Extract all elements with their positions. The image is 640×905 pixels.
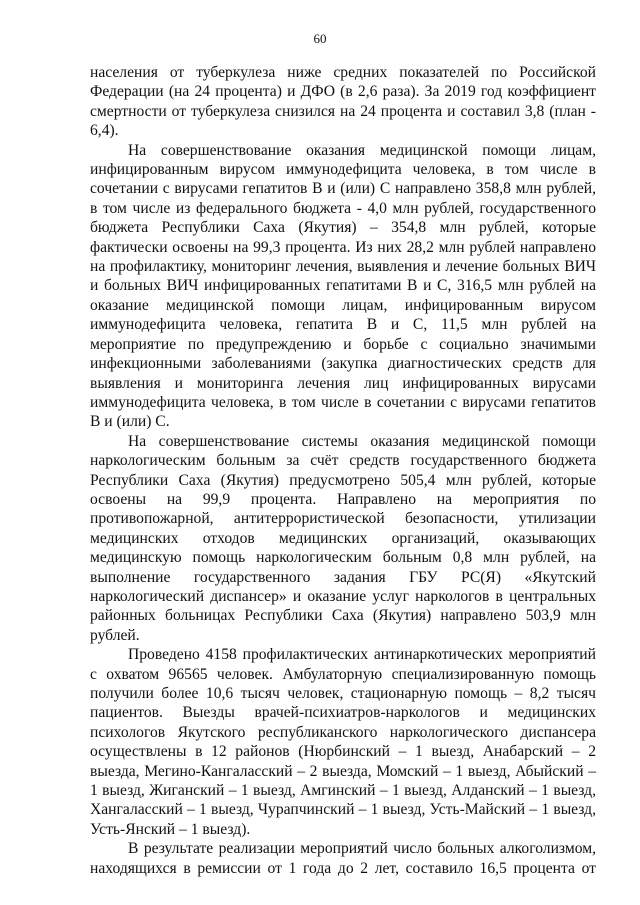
paragraph-4: Проведено 4158 профилактических антинаркотических мероприятий с охватом 96565 человек. Амбулаторную специализированную помощь получили более 10,6 тысяч человек, стационарную помощь – 8,2 тысяч пациентов. Выезды врачей-психиатров-наркологов и медицинских психологов Якутского республиканского наркологического диспансера осуществлены в 12 районов (Нюрбинский – 1 выезд, Анабарский – 2 выезда, Мегино-Кангаласский – 2 выезда, Момский – 1 выезд, Абыйский – 1 выезд, Жиганский – 1 выезд, Амгинский – 1 выезд, Алданский – 1 выезд, Хангаласский – 1 выезд, Чурапчинский – 1 выезд, Усть-Майский – 1 выезд, Усть-Янский – 1 выезд). [90,646,596,838]
paragraph-1: населения от туберкулеза ниже средних показателей по Российской Федерации (на 24 процента) и ДФО (в 2,6 раза). За 2019 год коэффициент смертности от туберкулеза снизился на 24 процента и составил 3,8 (план - 6,4). [90,64,596,140]
body-text [90,63,596,878]
paragraph-2: На совершенствование оказания медицинской помощи лицам, инфицированным вирусом иммунодефицита человека, в том числе в сочетании с вирусами гепатитов В и (или) С направлено 358,8 млн рублей, в том числе из федерального бюджета - 4,0 млн рублей, государственного бюджета Республики Саха (Якутия) – 354,8 млн рублей, которые фактически освоены на 99,3 процента. Из них 28,2 млн рублей направлено на профилактику, мониторинг лечения, выявления и лечение больных ВИЧ и больных ВИЧ инфицированных гепатитами В и С, 316,5 млн рублей на оказание медицинской помощи лицам, инфицированным вирусом иммунодефицита человека, гепатита В и С, 11,5 млн рублей на мероприятие по предупреждению и борьбе с социально значимыми инфекционными заболеваниями (закупка диагностических средств для выявления и мониторинга лечения лиц инфицированных вирусами иммунодефицита человека, в том числе в сочетании с вирусами гепатитов В и (или) С. [90,141,596,431]
paragraph-5: В результате реализации мероприятий число больных алкоголизмом, находящихся в ремиссии от 1 года до 2 лет, составило 16,5 процента от [90,840,596,877]
page-number: 60 [313,31,327,46]
paragraph-3: На совершенствование системы оказания медицинской помощи наркологическим больным за счёт средств государственного бюджета Республики Саха (Якутия) предусмотрено 505,4 млн рублей, которые освоены на 99,9 процента. Направлено на мероприятия по противопожарной, антитеррористической безопасности, утилизации медицинских отходов медицинских организаций, оказывающих медицинскую помощь наркологическим больным 0,8 млн рублей, на выполнение государственного задания ГБУ РС(Я) «Якутский наркологический диспансер» и оказание услуг наркологов в центральных районных больницах Республики Саха (Якутия) направлено 503,9 млн рублей. [90,432,596,644]
